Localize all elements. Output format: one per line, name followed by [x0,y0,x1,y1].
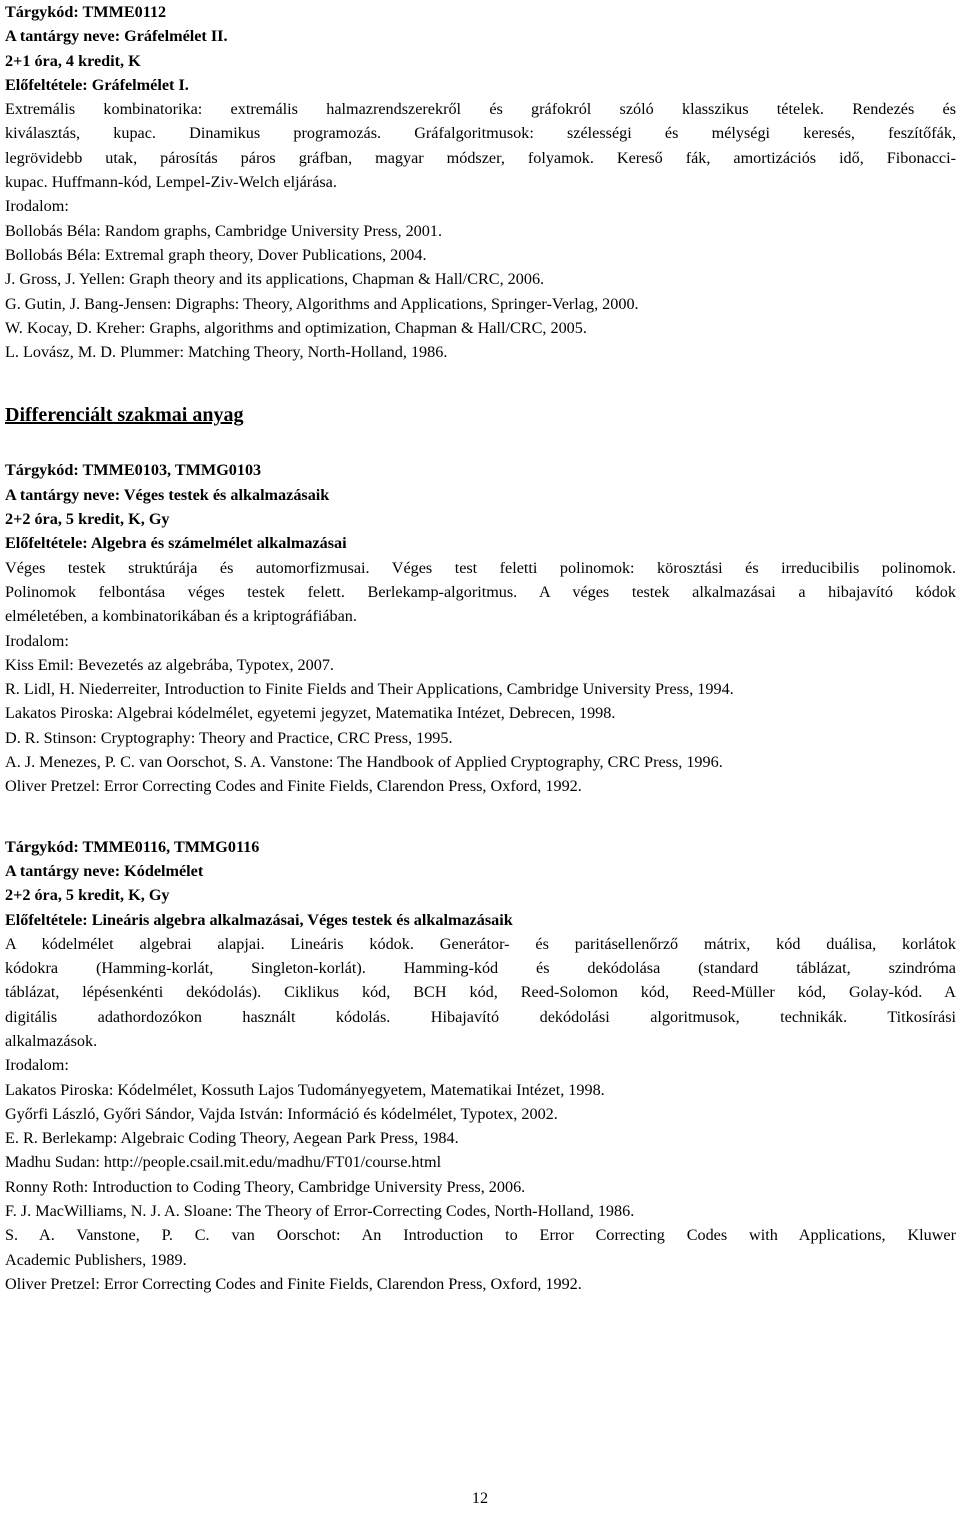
course-description-line: alkalmazások. [5,1031,98,1050]
reference-item: Ronny Roth: Introduction to Coding Theory, Cambridge University Press, 2006. [5,1177,526,1196]
course-description-line: elméletében, a kombinatorikában és a kriptográfiában. [5,607,357,626]
course-code: Tárgykód: TMME0103, TMMG0103 [5,461,262,480]
course-description-line: kupac. Huffmann-kód, Lempel-Ziv-Welch eljárása. [5,173,337,192]
reference-item: F. J. MacWilliams, N. J. A. Sloane: The Theory of Error-Correcting Codes, North-Holland, 1986. [5,1202,635,1221]
reference-item: Bollobás Béla: Extremal graph theory, Dover Publications, 2004. [5,245,427,264]
course-name: A tantárgy neve: Kódelmélet [5,861,204,880]
course-kódelmélet [5,835,956,1297]
reference-item: D. R. Stinson: Cryptography: Theory and Practice, CRC Press, 1995. [5,728,453,747]
course-hours: 2+2 óra, 5 kredit, K, Gy [5,510,170,529]
course-prerequisite: Előfeltétele: Gráfelmélet I. [5,75,189,94]
document-page [5,0,956,1296]
course-véges-testek [5,458,956,798]
course-code: Tárgykód: TMME0112 [5,3,167,21]
reference-item: Oliver Pretzel: Error Correcting Codes and Finite Fields, Clarendon Press, Oxford, 1992. [5,777,582,796]
reference-item: Kiss Emil: Bevezetés az algebrába, Typotex, 2007. [5,655,334,674]
reference-item: G. Gutin, J. Bang-Jensen: Digraphs: Theory, Algorithms and Applications, Springer-Verlag, 2000. [5,294,639,313]
reference-item: A. J. Menezes, P. C. van Oorschot, S. A. Vanstone: The Handbook of Applied Cryptography, CRC Press, 1996. [5,753,723,772]
course-gráfelmélet-ii [5,0,956,364]
literature-label: Irodalom: [5,1056,69,1075]
course-description-line: A kódelmélet algebrai alapjai. Lineáris kódok. Generátor- és paritásellenőrző mátrix, kód duálisa, korlátok [5,934,956,953]
course-description-line: Extremális kombinatorika: extremális halmazrendszerekről és gráfokról szóló klasszikus tételek. Rendezés és [5,100,956,119]
literature-label: Irodalom: [5,197,69,216]
section-heading: Differenciált szakmai anyag [5,404,244,427]
course-name: A tantárgy neve: Gráfelmélet II. [5,27,228,46]
reference-url: Madhu Sudan: http://people.csail.mit.edu/madhu/FT01/course.html [5,1153,442,1172]
course-description-line: Polinomok felbontása véges testek felett. Berlekamp-algoritmus. A véges testek alkalmazásai a hibajavító kódok [5,582,956,601]
course-description-line: táblázat, lépésenkénti dekódolás). Ciklikus kód, BCH kód, Reed-Solomon kód, Reed-Müller kód, Golay-kód. A [5,983,956,1002]
reference-item: Győrfi László, Győri Sándor, Vajda István: Információ és kódelmélet, Typotex, 2002. [5,1104,558,1123]
reference-item: Bollobás Béla: Random graphs, Cambridge University Press, 2001. [5,221,443,240]
course-description-line: kiválasztás, kupac. Dinamikus programozás. Gráfalgoritmusok: szélességi és mélységi keresés, feszítőfák, [5,124,956,143]
reference-item: Lakatos Piroska: Kódelmélet, Kossuth Lajos Tudományegyetem, Matematikai Intézet, 1998. [5,1080,605,1099]
reference-item: E. R. Berlekamp: Algebraic Coding Theory, Aegean Park Press, 1984. [5,1129,459,1148]
course-description-line: kódokra (Hamming-korlát, Singleton-korlát). Hamming-kód és dekódolása (standard táblázat, szindróma [5,959,956,978]
reference-item: S. A. Vanstone, P. C. van Oorschot: An Introduction to Error Correcting Codes with Applications, Kluwer [5,1226,956,1245]
course-description-line: digitális adathordozókon használt kódolás. Hibajavító dekódolási algoritmusok, technikák. Titkosírási [5,1007,956,1026]
reference-item: R. Lidl, H. Niederreiter, Introduction to Finite Fields and Their Applications, Cambridge University Press, 1994. [5,680,734,699]
reference-item: W. Kocay, D. Kreher: Graphs, algorithms and optimization, Chapman & Hall/CRC, 2005. [5,318,587,337]
course-code: Tárgykód: TMME0116, TMMG0116 [5,837,260,856]
course-prerequisite: Előfeltétele: Algebra és számelmélet alkalmazásai [5,534,347,553]
literature-label: Irodalom: [5,631,69,650]
course-description-line: legrövidebb utak, párosítás páros gráfban, magyar módszer, folyamok. Kereső fák, amortizációs idő, Fibonacci- [5,148,956,167]
course-hours: 2+2 óra, 5 kredit, K, Gy [5,886,170,905]
course-hours: 2+1 óra, 4 kredit, K [5,51,141,70]
course-name: A tantárgy neve: Véges testek és alkalmazásaik [5,485,330,504]
reference-item-continued: Academic Publishers, 1989. [5,1250,187,1269]
page-number: 12 [471,1489,489,1507]
reference-item: L. Lovász, M. D. Plummer: Matching Theory, North-Holland, 1986. [5,343,448,362]
course-description-line: Véges testek struktúrája és automorfizmusai. Véges test feletti polinomok: körosztási és irreducibilis polinomok. [5,558,956,577]
reference-item: J. Gross, J. Yellen: Graph theory and its applications, Chapman & Hall/CRC, 2006. [5,270,545,289]
reference-item: Lakatos Piroska: Algebrai kódelmélet, egyetemi jegyzet, Matematika Intézet, Debrecen, 1998. [5,704,616,723]
reference-item: Oliver Pretzel: Error Correcting Codes and Finite Fields, Clarendon Press, Oxford, 1992. [5,1274,582,1293]
course-prerequisite: Előfeltétele: Lineáris algebra alkalmazásai, Véges testek és alkalmazásaik [5,910,513,929]
